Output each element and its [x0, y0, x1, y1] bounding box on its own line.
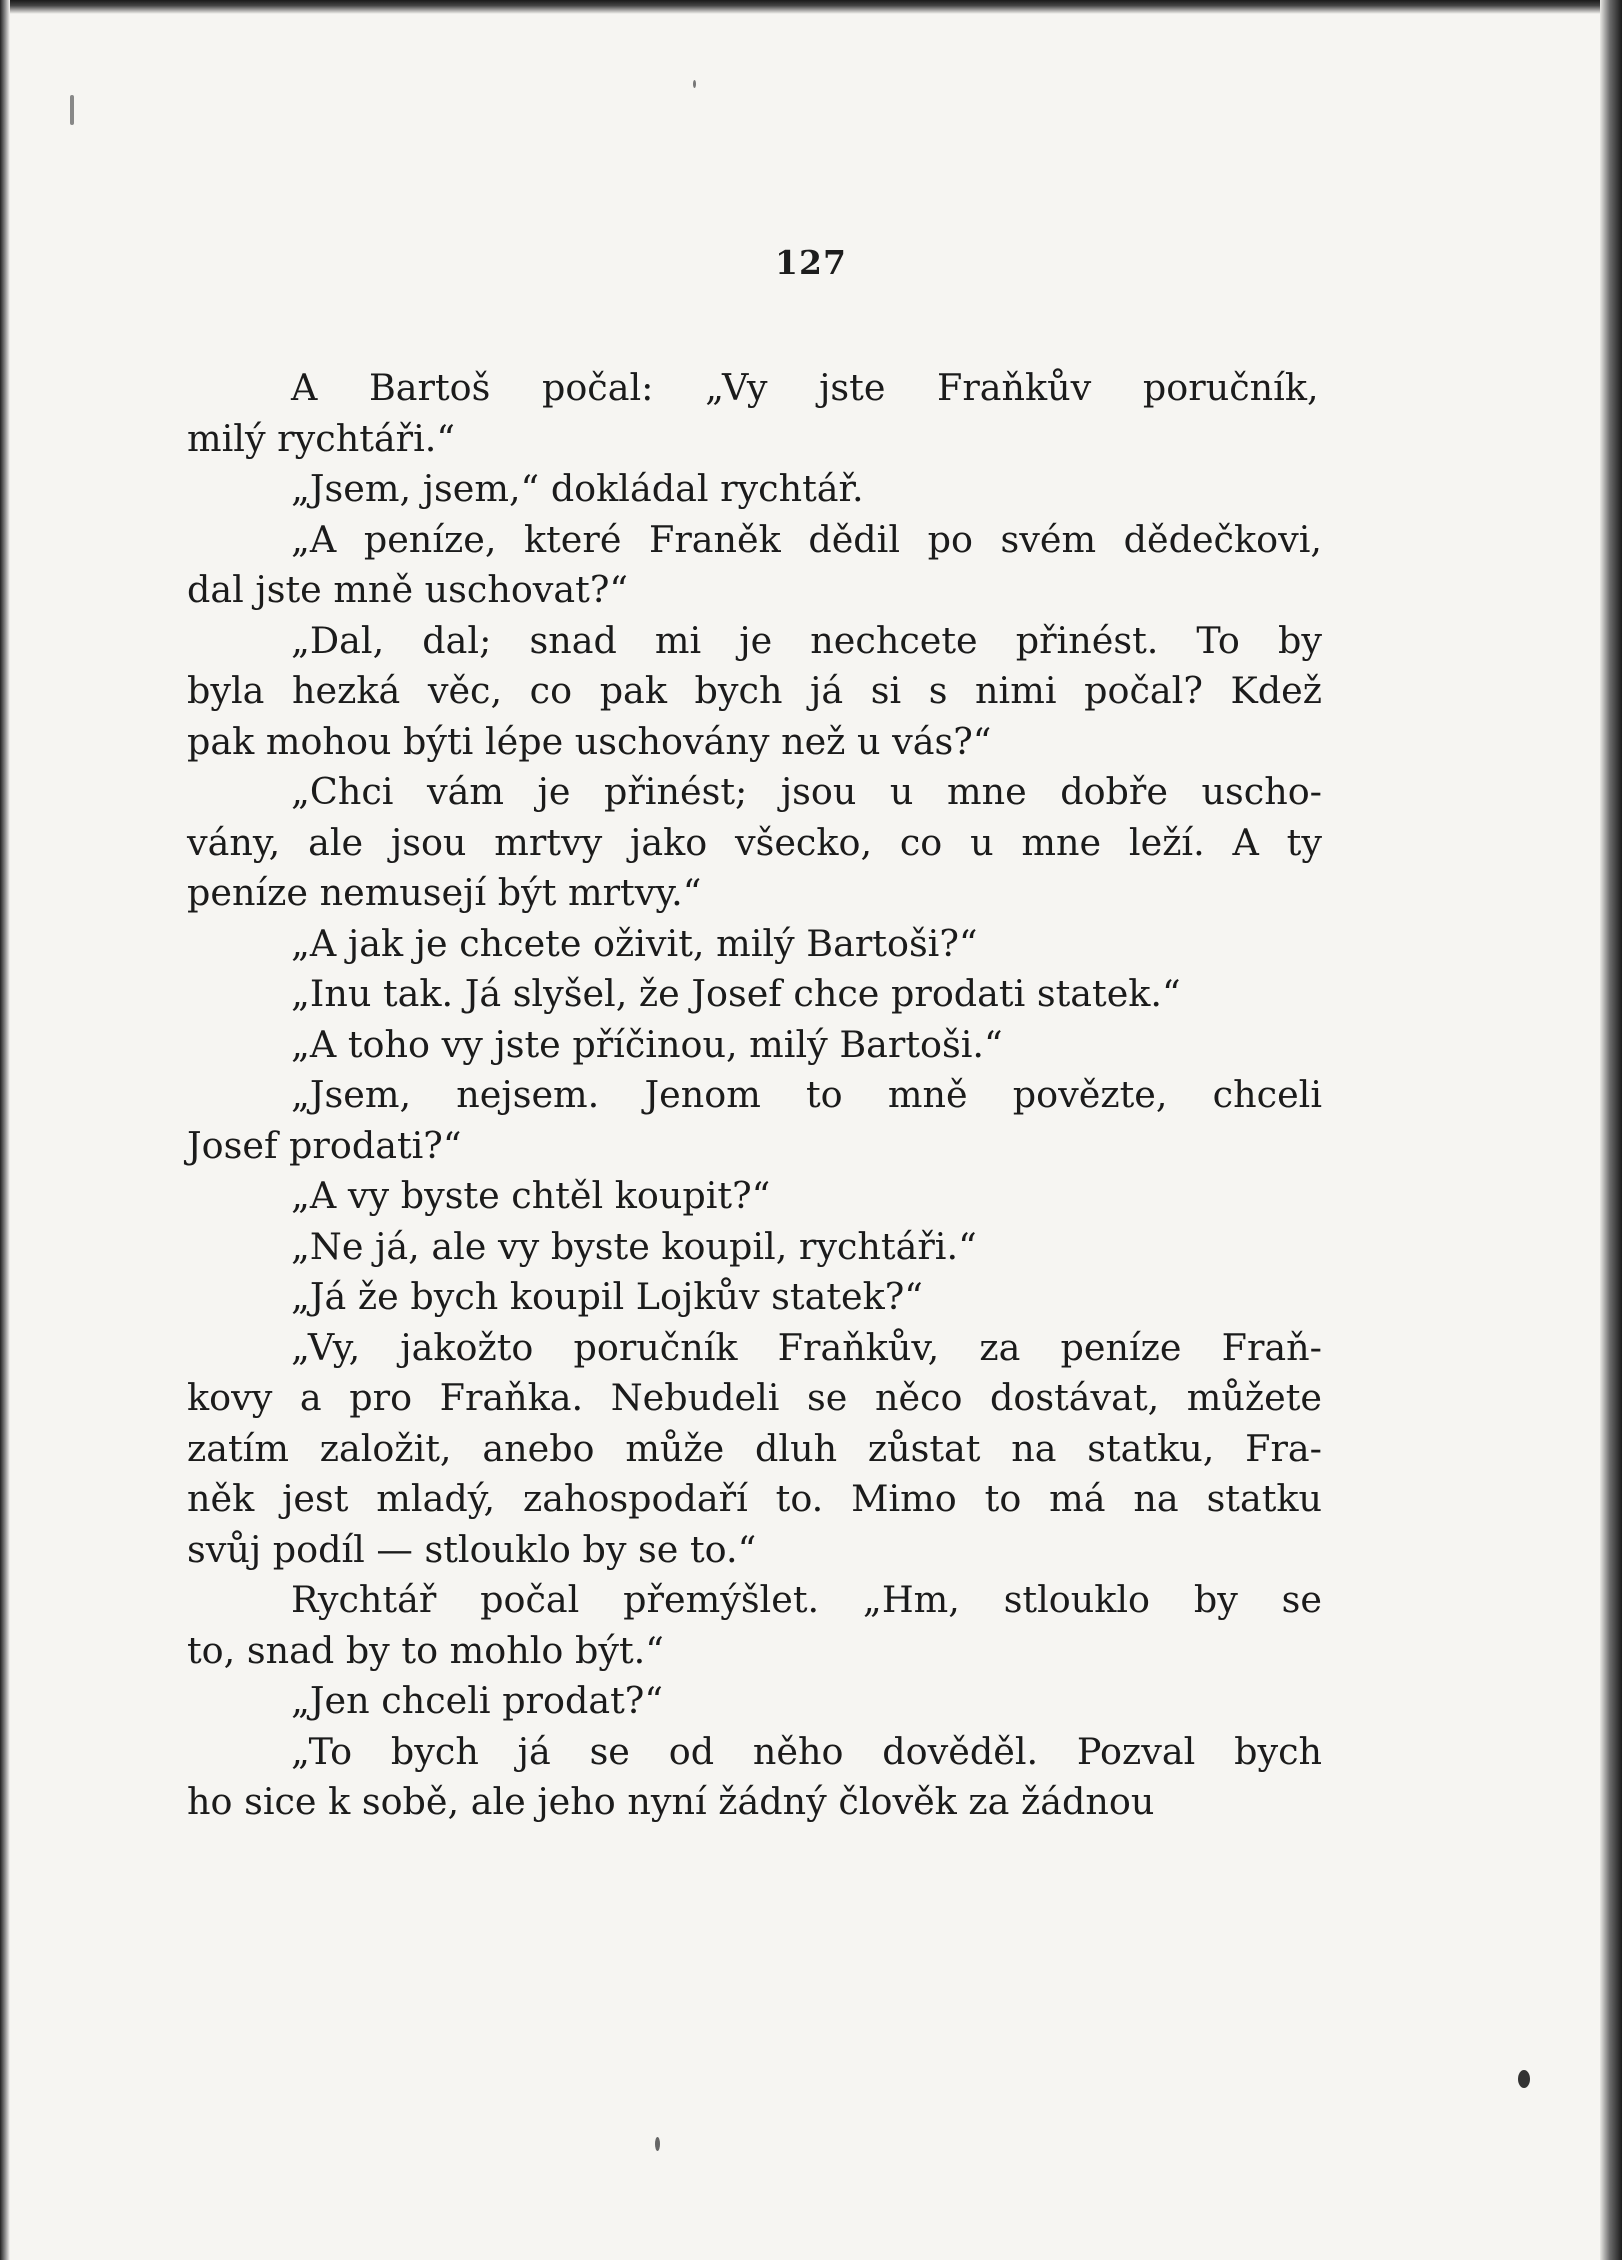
text-line: „Chci vám je přinést; jsou u mne dobře uscho- — [291, 770, 1323, 813]
paragraph — [187, 767, 1322, 919]
text-line: Rychtář počal přemýšlet. „Hm, stlouklo by se — [291, 1578, 1323, 1621]
text-line: „Jen chceli prodat?“ — [291, 1679, 664, 1722]
paragraph — [187, 1272, 1322, 1323]
body-text — [187, 363, 1322, 1828]
scan-speck — [1518, 2070, 1530, 2088]
text-line: „A vy byste chtěl koupit?“ — [291, 1174, 771, 1217]
paragraph — [187, 363, 1322, 464]
scan-speck — [693, 80, 696, 88]
text-line: to, snad by to mohlo být.“ — [187, 1628, 664, 1672]
page-number: 127 — [775, 243, 847, 282]
paragraph — [187, 1323, 1322, 1576]
text-line: milý rychtáři.“ — [187, 416, 456, 460]
text-line: ho sice k sobě, ale jeho nyní žádný člověk za žádnou — [187, 1780, 1155, 1823]
text-line: „To bych já se od něho dověděl. Pozval bych — [291, 1729, 1323, 1773]
text-line: „A jak je chcete oživit, milý Bartoši?“ — [291, 921, 978, 965]
text-line: „Ne já, ale vy byste koupil, rychtáři.“ — [291, 1224, 977, 1268]
text-line: pak mohou býti lépe uschovány než u vás?“ — [187, 719, 992, 763]
scan-edge-left — [0, 0, 10, 2260]
text-line: „Vy, jakožto poručník Fraňkův, za peníze Fraň- — [291, 1325, 1323, 1369]
paragraph — [187, 464, 1322, 515]
text-line: „Dal, dal; snad mi je nechcete přinést. To by — [291, 618, 1322, 662]
scan-edge-right — [1600, 0, 1622, 2260]
text-line: něk jest mladý, zahospodaří to. Mimo to má na statku — [187, 1477, 1323, 1520]
scan-speck — [70, 95, 74, 125]
text-line: byla hezká věc, co pak bych já si s nimi počal? Kdež — [187, 669, 1322, 712]
text-line: peníze nemusejí být mrtvy.“ — [187, 871, 702, 914]
paragraph — [187, 1020, 1322, 1071]
paragraph — [187, 1171, 1322, 1222]
paragraph — [187, 1727, 1322, 1828]
paragraph — [187, 515, 1322, 616]
text-line: „A peníze, které Franěk dědil po svém dědečkovi, — [291, 517, 1322, 561]
paragraph — [187, 1676, 1322, 1727]
scan-edge-top — [0, 0, 1622, 14]
paragraph — [187, 1575, 1322, 1676]
text-line: dal jste mně uschovat?“ — [187, 568, 629, 611]
text-line: zatím založit, anebo může dluh zůstat na statku, Fra- — [187, 1426, 1322, 1470]
paragraph — [187, 1222, 1322, 1273]
text-line: „A toho vy jste příčinou, milý Bartoši.“ — [291, 1022, 1003, 1066]
text-line: A Bartoš počal: „Vy jste Fraňkův poručník, — [291, 366, 1319, 409]
paragraph — [187, 969, 1322, 1020]
scan-speck — [655, 2137, 660, 2151]
text-line: „Jsem, jsem,“ dokládal rychtář. — [291, 467, 864, 510]
text-line: vány, ale jsou mrtvy jako všecko, co u mne leží. A ty — [187, 820, 1322, 864]
text-line: svůj podíl — stlouklo by se to.“ — [187, 1527, 757, 1571]
text-line: „Inu tak. Já slyšel, že Josef chce prodati statek.“ — [291, 972, 1181, 1015]
text-line: „Jsem, nejsem. Jenom to mně povězte, chceli — [291, 1073, 1323, 1116]
paragraph — [187, 919, 1322, 970]
text-line: „Já že bych koupil Lojkův statek?“ — [291, 1275, 923, 1318]
text-line: Josef prodati?“ — [187, 1123, 462, 1167]
paragraph — [187, 1070, 1322, 1171]
text-line: kovy a pro Fraňka. Nebudeli se něco dostávat, můžete — [187, 1376, 1323, 1419]
paragraph — [187, 616, 1322, 768]
